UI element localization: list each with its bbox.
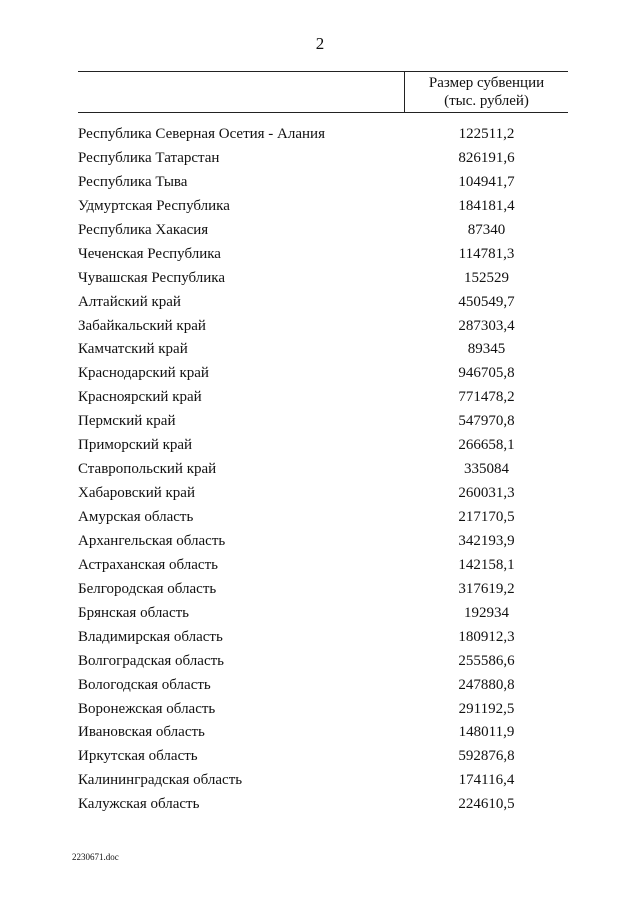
subvention-amount: 946705,8 [458,365,515,382]
subvention-amount: 317619,2 [458,580,515,597]
subvention-amount: 266658,1 [458,437,515,454]
region-name: Удмуртская Республика [78,197,230,214]
table-header-amount-line1: Размер субвенции [428,75,545,91]
table-row [78,409,568,433]
region-name: Амурская область [78,509,194,525]
region-name: Республика Тыва [78,173,188,190]
table-row [78,122,568,146]
subvention-amount: 291192,5 [458,700,515,717]
region-name: Воронежская область [78,700,216,717]
region-name: Брянская область [78,604,190,621]
subvention-amount: 180912,3 [458,628,515,645]
table-row [78,697,568,721]
subvention-amount: 174116,4 [458,772,515,789]
region-name: Камчатский край [78,341,188,358]
subvention-amount: 592876,8 [458,748,515,765]
region-name: Республика Татарстан [78,149,220,166]
table-row [78,649,568,673]
table-row [78,290,568,314]
region-name: Пермский край [78,413,176,430]
subvention-amount: 104941,7 [458,173,515,190]
region-name: Чеченская Республика [78,245,221,262]
table-row [78,385,568,409]
region-name: Астраханская область [78,556,218,573]
table-row [78,505,568,529]
table-row [78,529,568,553]
table-row [78,218,568,242]
subvention-amount: 342193,9 [458,532,515,549]
region-name: Республика Северная Осетия - Алания [78,126,325,142]
subvention-amount: 148011,9 [458,724,515,741]
table-row [78,744,568,768]
region-name: Калужская область [78,796,200,813]
table-row [78,146,568,170]
subvention-amount: 287303,4 [458,317,515,334]
region-name: Иркутская область [78,748,198,765]
page-number: 2 [315,34,325,53]
region-name: Красноярский край [78,389,202,406]
subvention-amount: 335084 [464,461,509,478]
table-row [78,194,568,218]
region-name: Приморский край [78,437,193,454]
table-row [78,577,568,601]
table-row [78,361,568,385]
subvention-amount: 152529 [464,269,509,286]
table-row [78,625,568,649]
table-header-amount-line2: (тыс. рублей) [444,93,529,109]
subvention-amount: 255586,6 [458,652,515,669]
footer-document-id: 2230671.doc [72,852,119,862]
region-name: Чувашская Республика [78,269,226,286]
table-header-top-rule [78,71,568,72]
subvention-amount: 122511,2 [458,126,515,142]
region-name: Владимирская область [78,628,223,645]
subvention-amount: 260031,3 [458,485,515,502]
subvention-amount: 89345 [467,341,506,358]
table-row [78,720,568,744]
subvention-amount: 87340 [467,221,506,238]
table-row [78,242,568,266]
table-row [78,266,568,290]
table-row [78,553,568,577]
region-name: Вологодская область [78,676,211,693]
region-name: Калининградская область [78,772,243,789]
subvention-amount: 142158,1 [458,556,515,573]
subvention-amount: 224610,5 [458,796,515,813]
region-name: Хабаровский край [78,485,195,502]
subvention-table-body [78,122,568,816]
table-row [78,673,568,697]
region-name: Ивановская область [78,724,205,741]
table-row [78,337,568,361]
table-row [78,601,568,625]
subvention-amount: 184181,4 [458,197,515,214]
table-row [78,433,568,457]
table-row [78,792,568,816]
region-name: Краснодарский край [78,365,209,382]
region-name: Белгородская область [78,580,217,597]
table-row [78,481,568,505]
table-row [78,314,568,338]
subvention-amount: 114781,3 [458,245,515,262]
table-row [78,457,568,481]
subvention-amount: 771478,2 [458,389,515,406]
region-name: Архангельская область [78,532,226,549]
subvention-amount: 826191,6 [458,149,515,166]
subvention-amount: 247880,8 [458,676,515,693]
region-name: Алтайский край [78,293,181,310]
table-row [78,768,568,792]
table-row [78,170,568,194]
table-header-amount [405,74,568,110]
region-name: Ставропольский край [78,461,217,478]
table-header-bottom-rule [78,112,568,113]
subvention-amount: 450549,7 [458,293,515,310]
subvention-amount: 192934 [464,604,509,621]
region-name: Республика Хакасия [78,221,209,238]
subvention-amount: 547970,8 [458,413,515,430]
region-name: Волгоградская область [78,652,224,669]
region-name: Забайкальский край [78,317,206,334]
subvention-amount: 217170,5 [458,509,515,525]
